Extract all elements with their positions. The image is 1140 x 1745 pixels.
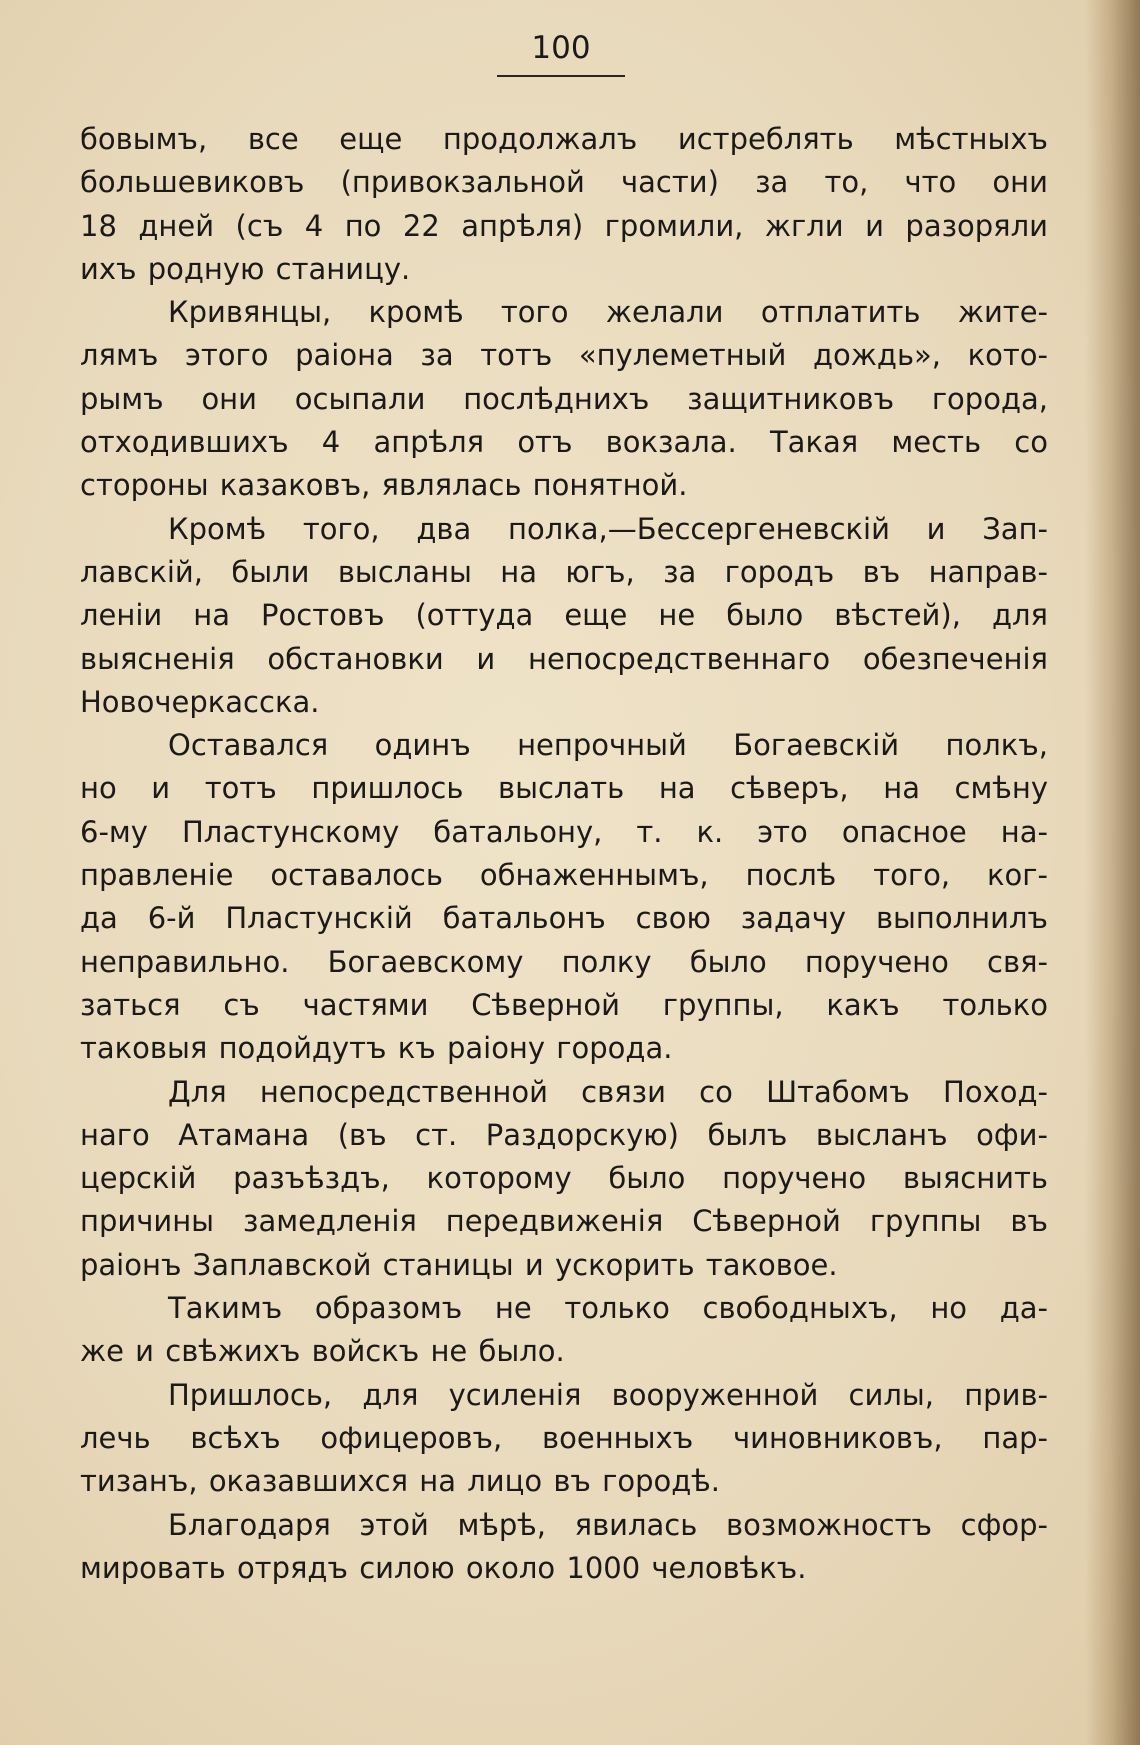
text-line: мировать отрядъ силою около 1000 человѣкъ. xyxy=(80,1550,807,1585)
text-line: 6-му Пластунскому батальону, т. к. это опасное на- xyxy=(80,814,1048,849)
text-line: 18 дней (съ 4 по 22 апрѣля) громили, жгли и разоряли xyxy=(80,208,1048,243)
text-line: причины замедленія передвиженія Сѣверной группы въ xyxy=(80,1204,1048,1239)
text-line: Такимъ образомъ не только свободныхъ, но да- xyxy=(168,1291,1048,1326)
paragraph xyxy=(80,291,1048,507)
text-line: лавскій, были высланы на югъ, за городъ въ направ- xyxy=(80,554,1048,589)
text-line: Оставался одинъ непрочный Богаевскій полкъ, xyxy=(168,728,1048,763)
paragraph xyxy=(80,1071,1048,1287)
text-line: раіонъ Заплавской станицы и ускорить таковое. xyxy=(80,1247,838,1282)
text-line: Для непосредственной связи со Штабомъ Поход- xyxy=(168,1074,1048,1109)
text-line: правленіе оставалось обнаженнымъ, послѣ того, ког- xyxy=(80,858,1048,893)
paragraph xyxy=(80,724,1048,1070)
text-line: наго Атамана (въ ст. Раздорскую) былъ высланъ офи- xyxy=(80,1117,1048,1152)
text-line: выясненія обстановки и непосредственнаго обезпеченія xyxy=(80,641,1048,676)
text-line: но и тотъ пришлось выслать на сѣверъ, на смѣну xyxy=(80,771,1048,806)
text-line: тизанъ, оказавшихся на лицо въ городѣ. xyxy=(80,1464,720,1499)
text-line: заться съ частями Сѣверной группы, какъ только xyxy=(80,987,1048,1022)
text-line: ихъ родную станицу. xyxy=(80,251,411,286)
text-line: церскій разъѣздъ, которому было поручено выяснить xyxy=(80,1161,1048,1196)
text-line: Благодаря этой мѣрѣ, явилась возможностъ сфор- xyxy=(168,1507,1048,1542)
text-body xyxy=(80,118,1048,1590)
paragraph xyxy=(80,1504,1048,1591)
paragraph xyxy=(80,508,1048,724)
text-line: Пришлось, для усиленія вооруженной силы, прив- xyxy=(168,1377,1048,1412)
text-line: таковыя подойдутъ къ раіону города. xyxy=(80,1031,673,1066)
text-line: стороны казаковъ, являлась понятной. xyxy=(80,468,688,503)
text-line: Кромѣ того, два полка,—Бессергеневскій и Зап- xyxy=(168,511,1048,546)
paragraph xyxy=(80,1287,1048,1374)
text-line: неправильно. Богаевскому полку было поручено свя- xyxy=(80,944,1048,979)
page-number-rule xyxy=(497,75,625,77)
text-line: Кривянцы, кромѣ того желали отплатить жите- xyxy=(168,295,1048,330)
text-line: да 6-й Пластунскій батальонъ свою задачу выполнилъ xyxy=(80,901,1048,936)
text-line: лечь всѣхъ офицеровъ, военныхъ чиновниковъ, пар- xyxy=(80,1420,1048,1455)
text-line: Новочеркасска. xyxy=(80,684,320,719)
page-number: 100 xyxy=(531,30,591,66)
text-line: же и свѣжихъ войскъ не было. xyxy=(80,1334,565,1369)
text-line: большевиковъ (привокзальной части) за то, что они xyxy=(80,165,1048,200)
text-line: рымъ они осыпали послѣднихъ защитниковъ города, xyxy=(80,381,1048,416)
text-line: леніи на Ростовъ (оттуда еще не было вѣстей), для xyxy=(80,598,1048,633)
paragraph xyxy=(80,118,1048,291)
text-line: бовымъ, все еще продолжалъ истреблять мѣстныхъ xyxy=(80,122,1048,156)
text-line: лямъ этого раіона за тотъ «пулеметный дождь», кото- xyxy=(80,338,1048,373)
paragraph xyxy=(80,1374,1048,1504)
text-line: отходившихъ 4 апрѣля отъ вокзала. Такая месть со xyxy=(80,425,1048,460)
